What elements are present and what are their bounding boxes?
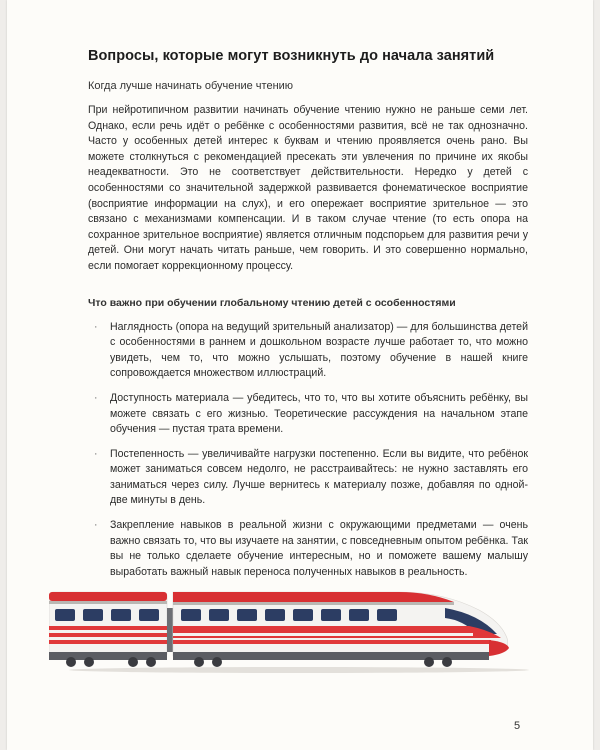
bullet-icon: · — [94, 320, 98, 333]
bullet-icon: · — [94, 447, 98, 460]
list-item — [88, 447, 528, 509]
train-illustration — [49, 580, 537, 676]
bullet-icon: · — [94, 519, 98, 532]
list-item-text: Доступность материала — убедитесь, что то, что вы хотите объяснить ребёнку, вы можете связать с его жизнью. Теоретические рассуждения на начальном этапе обучения — пустая трата времени. — [110, 391, 528, 436]
section-subheading-global-reading: Что важно при обучении глобальному чтению детей с особенностями — [88, 296, 456, 309]
page-heading: Вопросы, которые могут возникнуть до начала занятий — [88, 48, 495, 64]
list-item-text: Закрепление навыков в реальной жизни с окружающими предметами — очень важно связать то, что вы изучаете на занятии, с повседневным опытом ребёнка. Так вы не только сделаете обучение интересным, но и поможете вашему малышу выработать важный навык переноса полученных навыков в реальность. — [110, 519, 528, 578]
list-item — [88, 518, 528, 580]
train-car-rear — [49, 592, 167, 667]
train-car-front — [173, 592, 509, 667]
list-item — [88, 391, 528, 438]
principles-list — [88, 320, 528, 581]
list-item — [88, 320, 528, 382]
bullet-icon: · — [94, 391, 98, 404]
train-shadow — [69, 667, 529, 673]
section-subheading-reading-age: Когда лучше начинать обучение чтению — [88, 80, 294, 92]
list-item-text: Наглядность (опора на ведущий зрительный анализатор) — для большинства детей с особенностями в раннем и дошкольном возрасте лучше работает то, что можно увидеть, чем то, что можно услышать, поэтому обучение в нашей книге сопровождается множеством иллюстраций. — [110, 320, 528, 380]
train-connector — [167, 608, 173, 652]
list-item-text: Постепенность — увеличивайте нагрузки постепенно. Если вы видите, что ребёнок может заниматься совсем недолго, не расстраивайтесь: не нужно заставлять его заниматься через силу. Лучше вернитесь к материалу позже, добавляя по одной-две минуты в день. — [110, 447, 528, 507]
section-paragraph-reading-age: При нейротипичном развитии начинать обучение чтению нужно не раньше семи лет. Однако, если речь идёт о ребёнке с особенностями развития, всё не так однозначно. Часто у особенных детей интерес к буквам и чтению проявляется очень рано. Вы можете столкнуться с рекомендацией пресекать эти увлечения по причине их якобы неадекватности. Это не соответствует действительности. Нередко у детей с особенностями со значительной задержкой развивается фонематическое восприятие (восприятие информации на слух), и его опережает восприятие зрительное — это связано с механизмами компенсации. И в таком случае чтение (то есть опора на сохранное зрительное восприятие) является отличным подспорьем для развития речи у детей. Они могут начать читать раньше, чем говорить. И это совершенно нормально, если помогает коррекционному процессу. — [88, 104, 528, 272]
book-page — [7, 0, 593, 750]
page-number: 5 — [514, 720, 521, 732]
page-content — [88, 48, 528, 589]
